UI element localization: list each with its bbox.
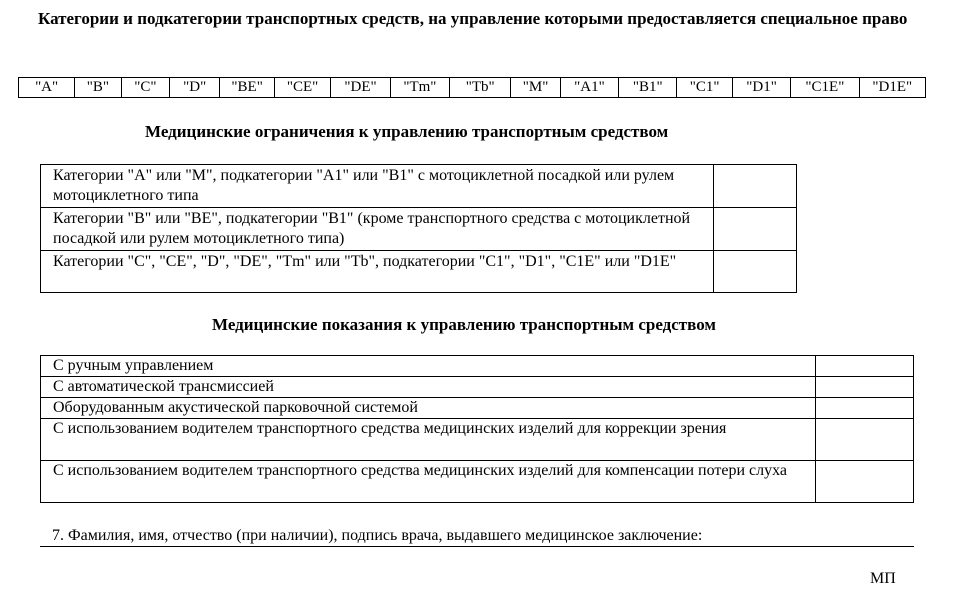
table-row <box>41 165 797 208</box>
restriction-label: Категории "B" или "BE", подкатегории "B1" (кроме транспортного средства с мотоциклетной посадкой или рулем мотоциклетного типа) <box>41 208 714 251</box>
restriction-label: Категории "A" или "M", подкатегории "A1" или "B1" с мотоциклетной посадкой или рулем мотоциклетного типа <box>41 165 714 208</box>
page-heading: Категории и подкатегории транспортных средств, на управление которыми предоставляется специальное право <box>38 9 908 28</box>
category-cell[interactable]: "DE" <box>331 78 390 98</box>
table-row <box>41 461 914 503</box>
category-cell[interactable]: "CE" <box>274 78 330 98</box>
category-cell[interactable]: "Tb" <box>450 78 511 98</box>
category-cell[interactable]: "C" <box>121 78 169 98</box>
table-row <box>41 208 797 251</box>
table-row <box>41 377 914 398</box>
table-row <box>41 398 914 419</box>
category-cell[interactable]: "A" <box>19 78 75 98</box>
restrictions-table <box>40 164 797 293</box>
indication-checkbox[interactable] <box>816 419 914 461</box>
category-cell[interactable]: "A1" <box>560 78 618 98</box>
doctor-signature-field[interactable]: 7. Фамилия, имя, отчество (при наличии), подпись врача, выдавшего медицинское заключение: <box>40 526 914 547</box>
indications-title: Медицинские показания к управлению транспортным средством <box>212 315 716 334</box>
indication-label: С использованием водителем транспортного средства медицинских изделий для компенсации потери слуха <box>41 461 816 503</box>
indication-checkbox[interactable] <box>816 377 914 398</box>
categories-table <box>18 77 926 98</box>
indication-label: С автоматической трансмиссией <box>41 377 816 398</box>
table-row <box>41 251 797 293</box>
indication-checkbox[interactable] <box>816 398 914 419</box>
table-row <box>41 419 914 461</box>
indication-label: Оборудованным акустической парковочной системой <box>41 398 816 419</box>
indication-label: С ручным управлением <box>41 356 816 377</box>
indications-table <box>40 355 914 503</box>
stamp-label: МП <box>870 570 896 587</box>
category-cell[interactable]: "M" <box>511 78 560 98</box>
category-cell[interactable]: "D" <box>170 78 220 98</box>
table-row <box>41 356 914 377</box>
category-cell[interactable]: "C1E" <box>791 78 859 98</box>
category-cell[interactable]: "D1" <box>732 78 790 98</box>
category-cell[interactable]: "C1" <box>677 78 732 98</box>
category-cell[interactable]: "Tm" <box>390 78 449 98</box>
categories-row <box>19 78 926 98</box>
restriction-checkbox[interactable] <box>714 208 797 251</box>
indication-label: С использованием водителем транспортного средства медицинских изделий для коррекции зрения <box>41 419 816 461</box>
restriction-label: Категории "C", "CE", "D", "DE", "Tm" или "Tb", подкатегории "C1", "D1", "C1E" или "D1E" <box>41 251 714 293</box>
restriction-checkbox[interactable] <box>714 251 797 293</box>
category-cell[interactable]: "D1E" <box>859 78 925 98</box>
category-cell[interactable]: "BE" <box>220 78 274 98</box>
category-cell[interactable]: "B" <box>75 78 121 98</box>
indication-checkbox[interactable] <box>816 356 914 377</box>
category-cell[interactable]: "B1" <box>619 78 677 98</box>
indication-checkbox[interactable] <box>816 461 914 503</box>
restrictions-title: Медицинские ограничения к управлению транспортным средством <box>145 122 669 141</box>
restriction-checkbox[interactable] <box>714 165 797 208</box>
